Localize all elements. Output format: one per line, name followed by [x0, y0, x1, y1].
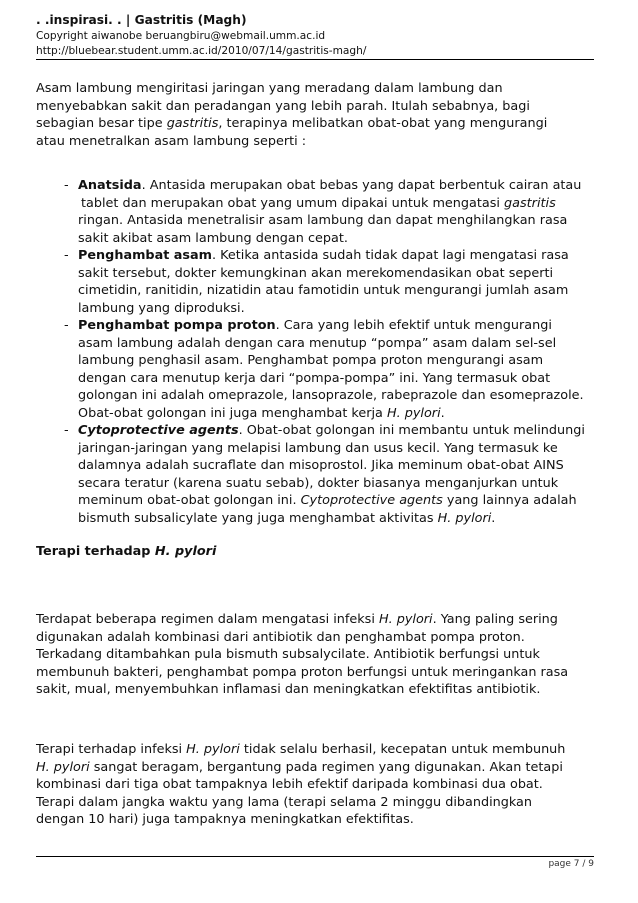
italic-term: H. pylori — [154, 544, 217, 559]
text-span: cimetidin, ranitidin, nizatidin atau famotidin untuk mengurangi jumlah asam — [78, 283, 569, 298]
text-line — [78, 510, 624, 528]
text-span: sangat beragam, bergantung pada regimen yang digunakan. Akan tetapi — [89, 759, 563, 775]
text-line — [78, 300, 624, 318]
text-span: . Cara yang lebih efektif untuk mengurangi — [275, 318, 552, 333]
text-span: digunakan adalah kombinasi dari antibiotik dan penghambat pompa proton. — [36, 629, 525, 645]
text-line — [78, 422, 624, 440]
text-span: yang lainnya adalah — [442, 493, 577, 508]
text-line — [78, 492, 624, 510]
text-line — [36, 133, 611, 151]
text-line — [36, 629, 611, 647]
source-url: http://bluebear.student.umm.ac.id/2010/07/14/gastritis-magh/ — [36, 45, 367, 57]
text-line — [78, 457, 624, 475]
page-number: page 7 / 9 — [548, 859, 594, 869]
regimen-paragraph — [36, 611, 611, 699]
text-span: Terdapat beberapa regimen dalam mengatasi infeksi — [36, 612, 379, 627]
text-span: atau menetralkan asam lambung seperti : — [36, 133, 307, 149]
list-item-penghambat-asam — [64, 247, 624, 317]
text-span: kombinasi dari tiga obat tampaknya lebih efektif daripada kombinasi dua obat. — [36, 777, 543, 792]
text-line — [36, 115, 611, 133]
text-line — [78, 265, 624, 283]
list-term: Penghambat pompa proton — [78, 318, 276, 333]
list-item-cytoprotective-agents — [64, 422, 624, 527]
italic-term: H. pylori — [36, 759, 90, 775]
text-line — [36, 611, 611, 629]
text-span: lambung penghasil asam. Penghambat pompa proton mengurangi asam — [78, 353, 544, 368]
text-span: . — [491, 510, 496, 526]
text-span: secara teratur (karena suatu sebab), dokter biasanya menganjurkan untuk — [78, 475, 559, 491]
document-title: . .inspirasi. . | Gastritis (Magh) — [36, 13, 247, 27]
text-span: dengan 10 hari) juga tampaknya meningkatkan efektifitas. — [36, 812, 414, 827]
text-line — [78, 352, 624, 370]
text-span: dalamnya adalah sucraflate dan misoprostol. Jika meminum obat-obat AINS — [78, 458, 564, 473]
intro-paragraph — [36, 80, 611, 150]
text-span: Terapi dalam jangka waktu yang lama (terapi selama 2 minggu dibandingkan — [36, 794, 533, 810]
text-line — [78, 282, 624, 300]
text-span: . Obat-obat golongan ini membantu untuk melindungi — [238, 423, 585, 438]
text-line — [78, 370, 624, 388]
text-span: . Antasida merupakan obat bebas yang dapat berbentuk cairan atau — [141, 178, 582, 193]
text-line — [78, 195, 624, 213]
text-span: . Ketika antasida sudah tidak dapat lagi mengatasi rasa — [212, 248, 569, 263]
text-span: bismuth subsalicylate yang juga menghambat aktivitas — [78, 510, 438, 526]
list-term: Penghambat asam — [78, 248, 212, 263]
page-header — [36, 12, 596, 59]
text-span: membunuh bakteri, penghambat pompa proton berfungsi untuk meringankan rasa — [36, 664, 569, 680]
text-line — [36, 98, 611, 116]
copyright-line: Copyright aiwanobe beruangbiru@webmail.umm.ac.id — [36, 30, 326, 42]
text-span: golongan ini adalah omeprazole, lansoprazole, rabeprazole dan esomeprazole. — [78, 388, 584, 403]
text-line — [78, 230, 624, 248]
list-item-penghambat-pompa-proton — [64, 317, 624, 422]
italic-term: gastritis — [504, 195, 556, 211]
list-item-antasida — [64, 177, 624, 247]
italic-term: H. pylori — [386, 405, 441, 421]
text-line — [78, 177, 624, 195]
text-span: menyebabkan sakit dan peradangan yang lebih parah. Itulah sebabnya, bagi — [36, 98, 530, 114]
italic-term: H. pylori — [186, 742, 240, 757]
text-span: jaringan-jaringan yang melapisi lambung dan usus kecil. Yang termasuk ke — [78, 440, 558, 456]
text-span: Obat-obat golongan ini juga menghambat kerja — [78, 405, 387, 421]
italic-term: gastritis — [166, 116, 219, 131]
header-divider — [36, 59, 594, 60]
text-span: Asam lambung mengiritasi jaringan yang meradang dalam lambung dan — [36, 81, 503, 96]
list-dash: - — [64, 248, 69, 263]
text-span: . — [440, 405, 445, 421]
list-term: Anatsida — [78, 178, 142, 193]
text-span: ringan. Antasida menetralisir asam lambung dan dapat menghilangkan rasa — [78, 213, 568, 228]
text-line — [36, 80, 611, 98]
text-span: tidak selalu berhasil, kecepatan untuk membunuh — [239, 742, 566, 757]
text-line — [78, 335, 624, 353]
section-heading — [36, 543, 216, 561]
text-line — [78, 387, 624, 405]
drug-list — [64, 177, 624, 527]
text-span: sakit akibat asam lambung dengan cepat. — [78, 230, 348, 246]
text-span: lambung yang diproduksi. — [78, 300, 245, 316]
text-line — [36, 811, 611, 829]
italic-term: H. pylori — [378, 612, 433, 627]
italic-term: Cytoprotective agents — [300, 493, 443, 508]
text-line — [36, 646, 611, 664]
text-span: meminum obat-obat golongan ini. — [78, 493, 301, 508]
text-line — [78, 475, 624, 493]
text-line — [78, 440, 624, 458]
text-line — [36, 664, 611, 682]
text-line — [78, 317, 624, 335]
text-span: asam lambung adalah dengan cara menutup “pompa” asam dalam sel-sel — [78, 335, 557, 351]
text-line — [36, 759, 611, 777]
list-term: Cytoprotective agents — [78, 423, 239, 438]
italic-term: H. pylori — [437, 510, 492, 526]
therapy-paragraph — [36, 741, 611, 829]
list-dash: - — [64, 178, 69, 193]
text-line — [78, 212, 624, 230]
text-span: Terapi terhadap infeksi — [36, 742, 187, 757]
text-span: tablet dan merupakan obat yang umum dipakai untuk mengatasi — [81, 195, 505, 211]
text-span: , terapinya melibatkan obat-obat yang mengurangi — [218, 116, 548, 131]
list-dash: - — [64, 423, 69, 438]
text-span: sebagian besar tipe — [36, 116, 167, 131]
text-span: dengan cara menutup kerja dari “pompa-pompa” ini. Yang termasuk obat — [78, 370, 551, 386]
text-line — [78, 247, 624, 265]
text-line — [36, 794, 611, 812]
footer-divider — [36, 856, 594, 857]
text-line — [36, 681, 611, 699]
text-span: . Yang paling sering — [432, 612, 558, 627]
text-span: sakit tersebut, dokter kemungkinan akan merekomendasikan obat seperti — [78, 265, 554, 281]
list-dash: - — [64, 318, 69, 333]
text-span: Terkadang ditambahkan pula bismuth subsalycilate. Antibiotik berfungsi untuk — [36, 647, 540, 662]
text-span: Terapi terhadap — [36, 544, 155, 559]
text-span: sakit, mual, menyembuhkan inflamasi dan meningkatkan efektifitas antibiotik. — [36, 682, 541, 697]
text-line — [78, 405, 624, 423]
text-line — [36, 776, 611, 794]
text-line — [36, 741, 611, 759]
